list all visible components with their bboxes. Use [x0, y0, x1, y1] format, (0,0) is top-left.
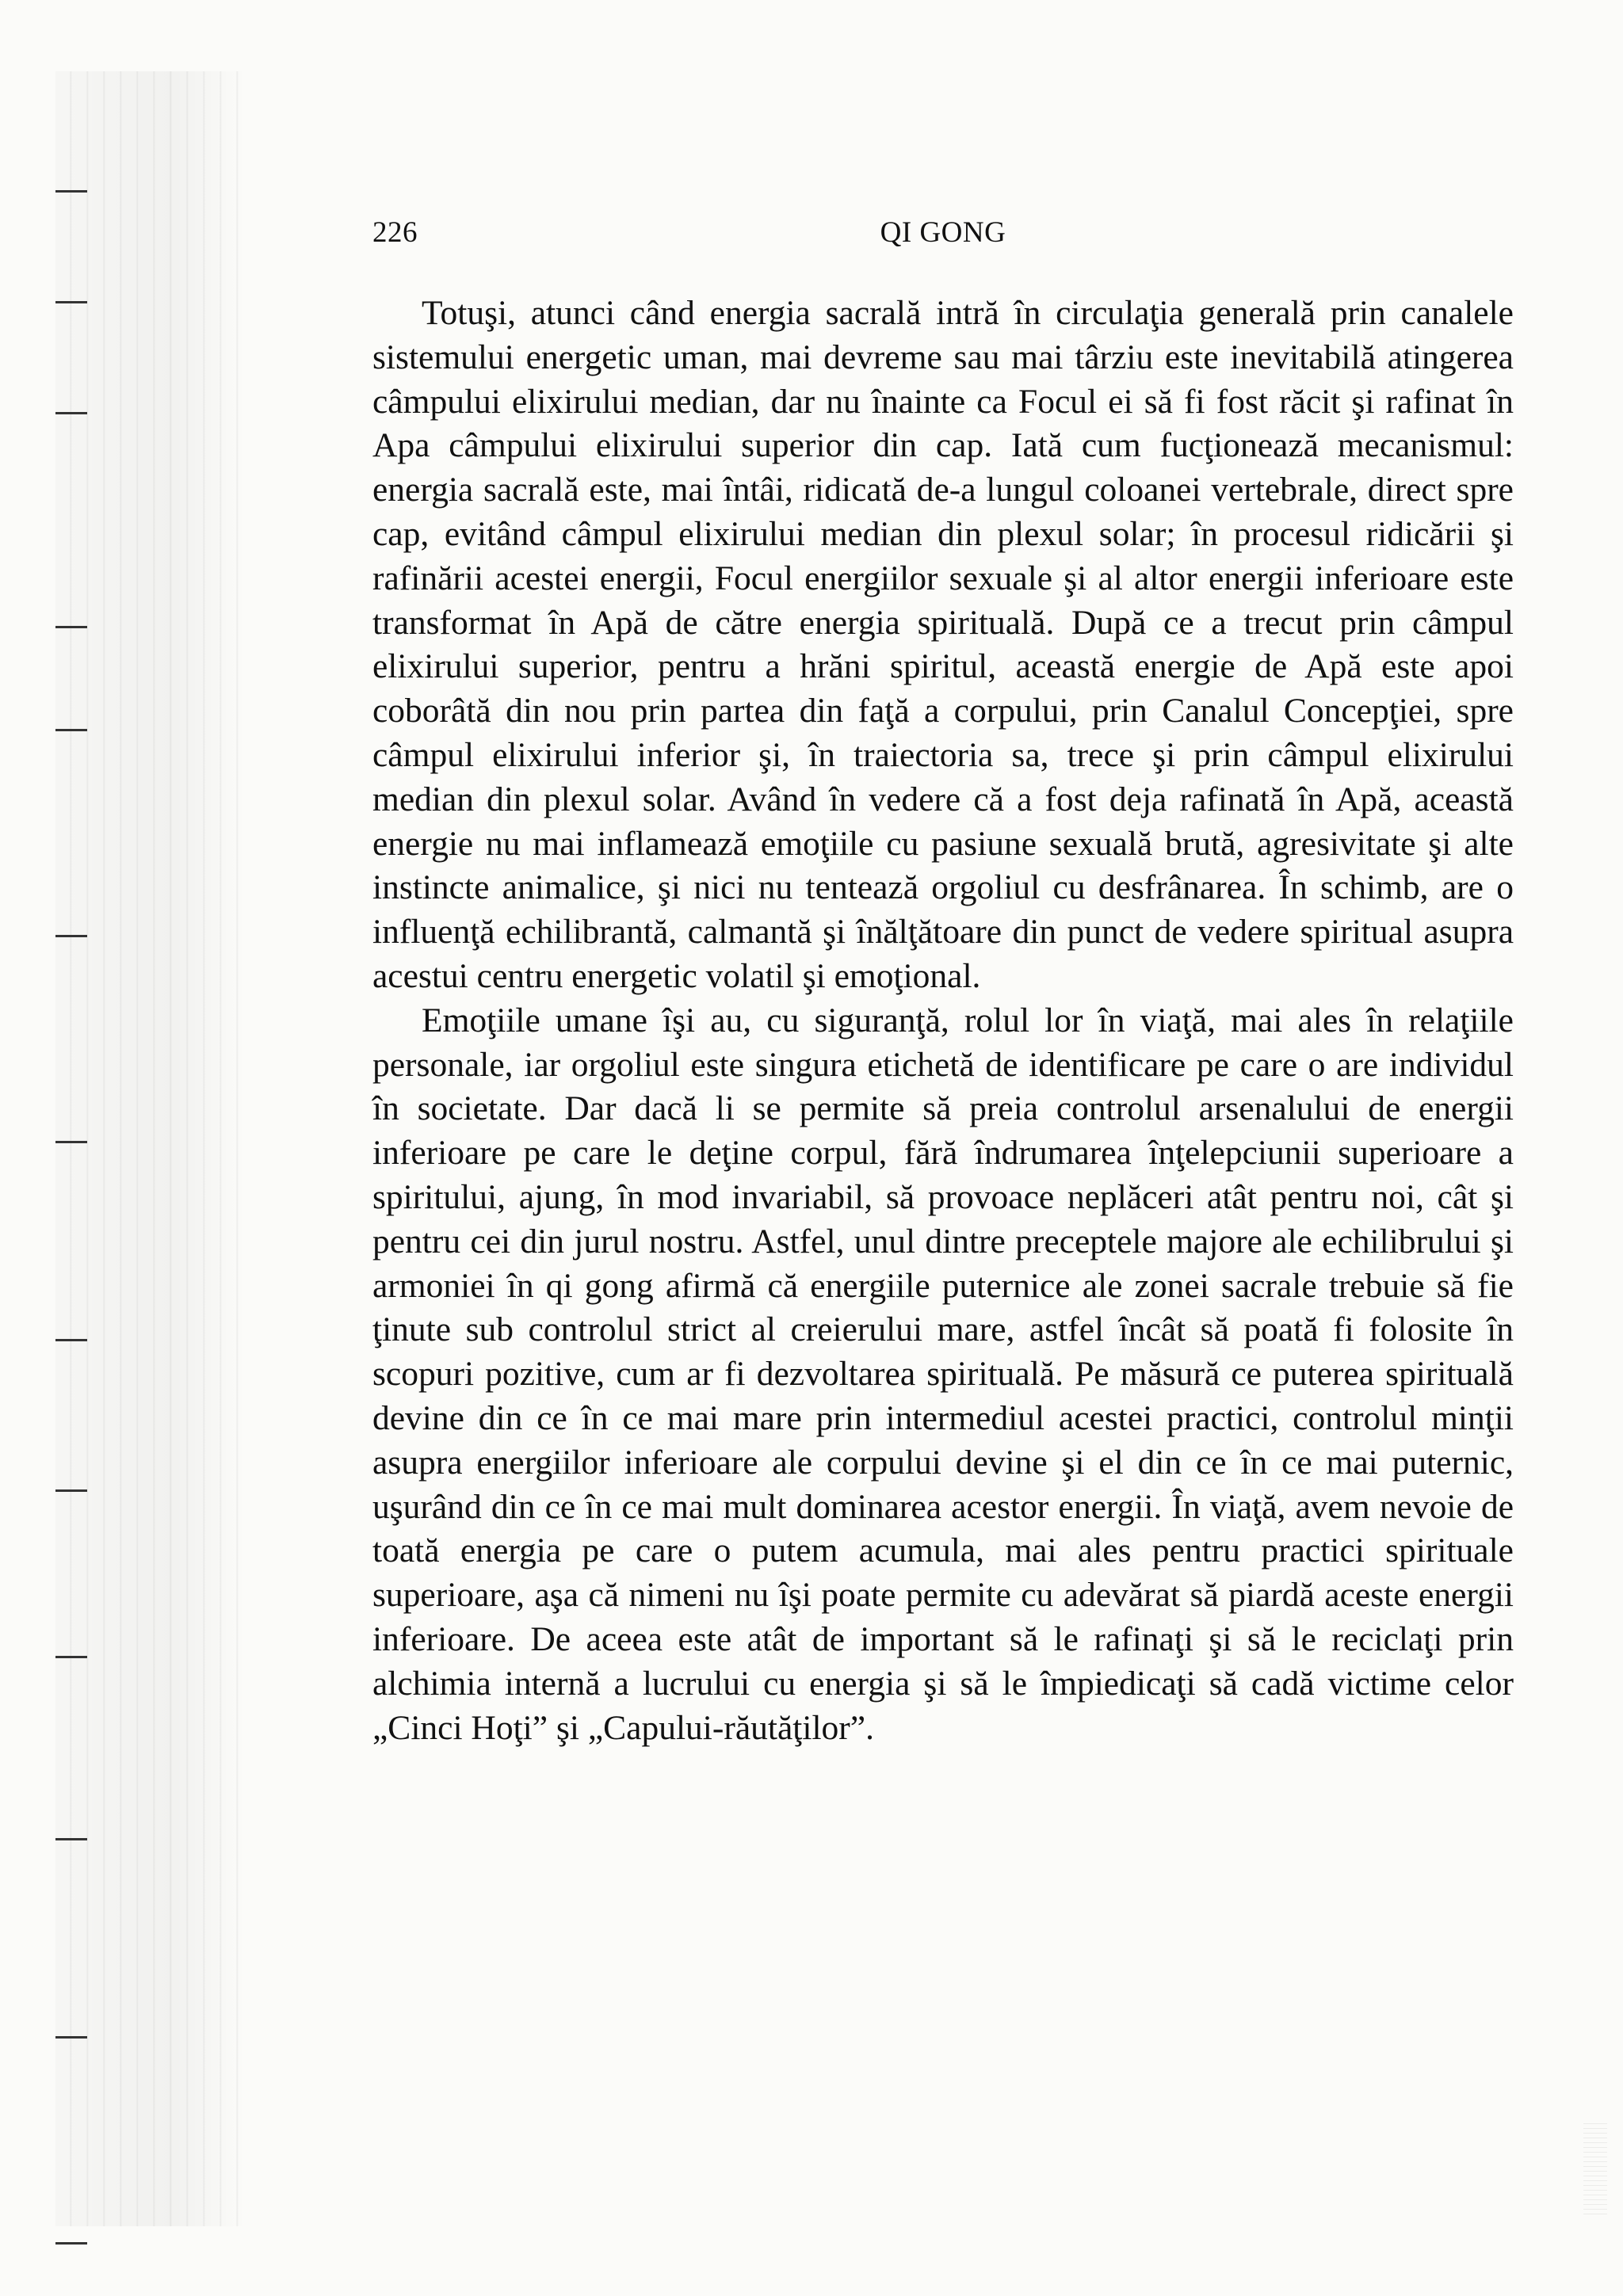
scan-artifact-mark — [55, 1838, 87, 1840]
scan-artifact-mark — [55, 190, 87, 193]
book-page — [372, 206, 1514, 1750]
paragraph: Emoţiile umane îşi au, cu siguranţă, rolul lor în viaţă, mai ales în relaţiile personale, iar orgoliul este singura etichetă de identificare pe care o are individul în societate. Dar dacă li se permite să preia controlul arsenalului de energii inferioare pe care le deţine corpul, fără îndrumarea înţelepciunii superioare a spiritului, ajung, în mod invariabil, să provoace neplăceri atât pentru noi, cât şi pentru cei din jurul nostru. Astfel, unul dintre preceptele majore ale echilibrului şi armoniei în qi gong afirmă că energiile puternice ale zonei sacrale trebuie să fie ţinute sub controlul strict al creierului mare, astfel încât să poată fi folosite în scopuri pozitive, cum ar fi dezvoltarea spirituală. Pe măsură ce puterea spirituală devine din ce în ce mai mare prin intermediul acestei practici, controlul minţii asupra energiilor inferioare ale corpului devine şi el din ce în ce mai puternic, uşurând din ce în ce mai mult dominarea acestor energii. În viaţă, avem nevoie de toată energia pe care o putem acumula, mai ales pentru practici spirituale superioare, aşa că nimeni nu îşi poate permite cu adevărat să piardă aceste energii inferioare. De aceea este atât de important să le rafinaţi şi să le reciclaţi prin alchimia internă a lucrului cu energia şi să le împiedicaţi să cadă victime celor „Cinci Hoţi” şi „Capului-răutăţilor”. — [372, 1001, 1514, 1747]
running-title: QI GONG — [880, 216, 1006, 249]
scan-artifact-mark — [55, 1141, 87, 1143]
scan-artifact-mark — [55, 301, 87, 303]
scan-artifact-mark — [55, 626, 87, 628]
binding-edge-shadow — [55, 71, 246, 2226]
body-text — [372, 292, 1514, 1750]
scan-artifact-mark — [55, 2242, 87, 2245]
scan-artifact-mark — [55, 935, 87, 937]
page-header — [372, 206, 1514, 261]
scan-artifact-mark — [55, 412, 87, 414]
scan-artifact-mark — [55, 729, 87, 731]
scan-artifact-mark — [55, 1339, 87, 1341]
page-number: 226 — [372, 216, 418, 249]
paragraph: Totuşi, atunci când energia sacrală intră în circulaţia generală prin canalele sistemului energetic uman, mai devreme sau mai târziu este inevitabilă atingerea câmpului elixirului median, dar nu înainte ca Focul ei să fi fost răcit şi rafinat în Apa câmpului elixirului superior din cap. Iată cum fucţionează mecanismul: energia sacrală este, mai întâi, ridicată de-a lungul coloanei vertebrale, direct spre cap, evitând câmpul elixirului median din plexul solar; în procesul ridicării şi rafinării acestei energii, Focul energiilor sexuale şi al altor energii inferioare este transformat în Apă de către energia spirituală. După ce a trecut prin câmpul elixirului superior, pentru a hrăni spiritul, această energie de Apă este apoi coborâtă din nou prin partea din faţă a corpului, prin Canalul Concepţiei, spre câmpul elixirului inferior şi, în traiectoria sa, trece şi prin câmpul elixirului median din plexul solar. Având în vedere că a fost deja rafinată în Apă, această energie nu mai inflamează emoţiile cu pasiune sexuală brută, agresivitate şi alte instincte animalice, şi nici nu tentează orgoliul cu desfrânarea. În schimb, are o influenţă echilibrantă, calmantă şi înălţătoare din punct de vedere spiritual asupra acestui centru energetic volatil şi emoţional. — [372, 294, 1514, 995]
scan-artifact-mark — [55, 2036, 87, 2039]
scan-noise — [1583, 2123, 1607, 2218]
scan-artifact-mark — [55, 1656, 87, 1658]
scan-artifact-mark — [55, 1489, 87, 1492]
